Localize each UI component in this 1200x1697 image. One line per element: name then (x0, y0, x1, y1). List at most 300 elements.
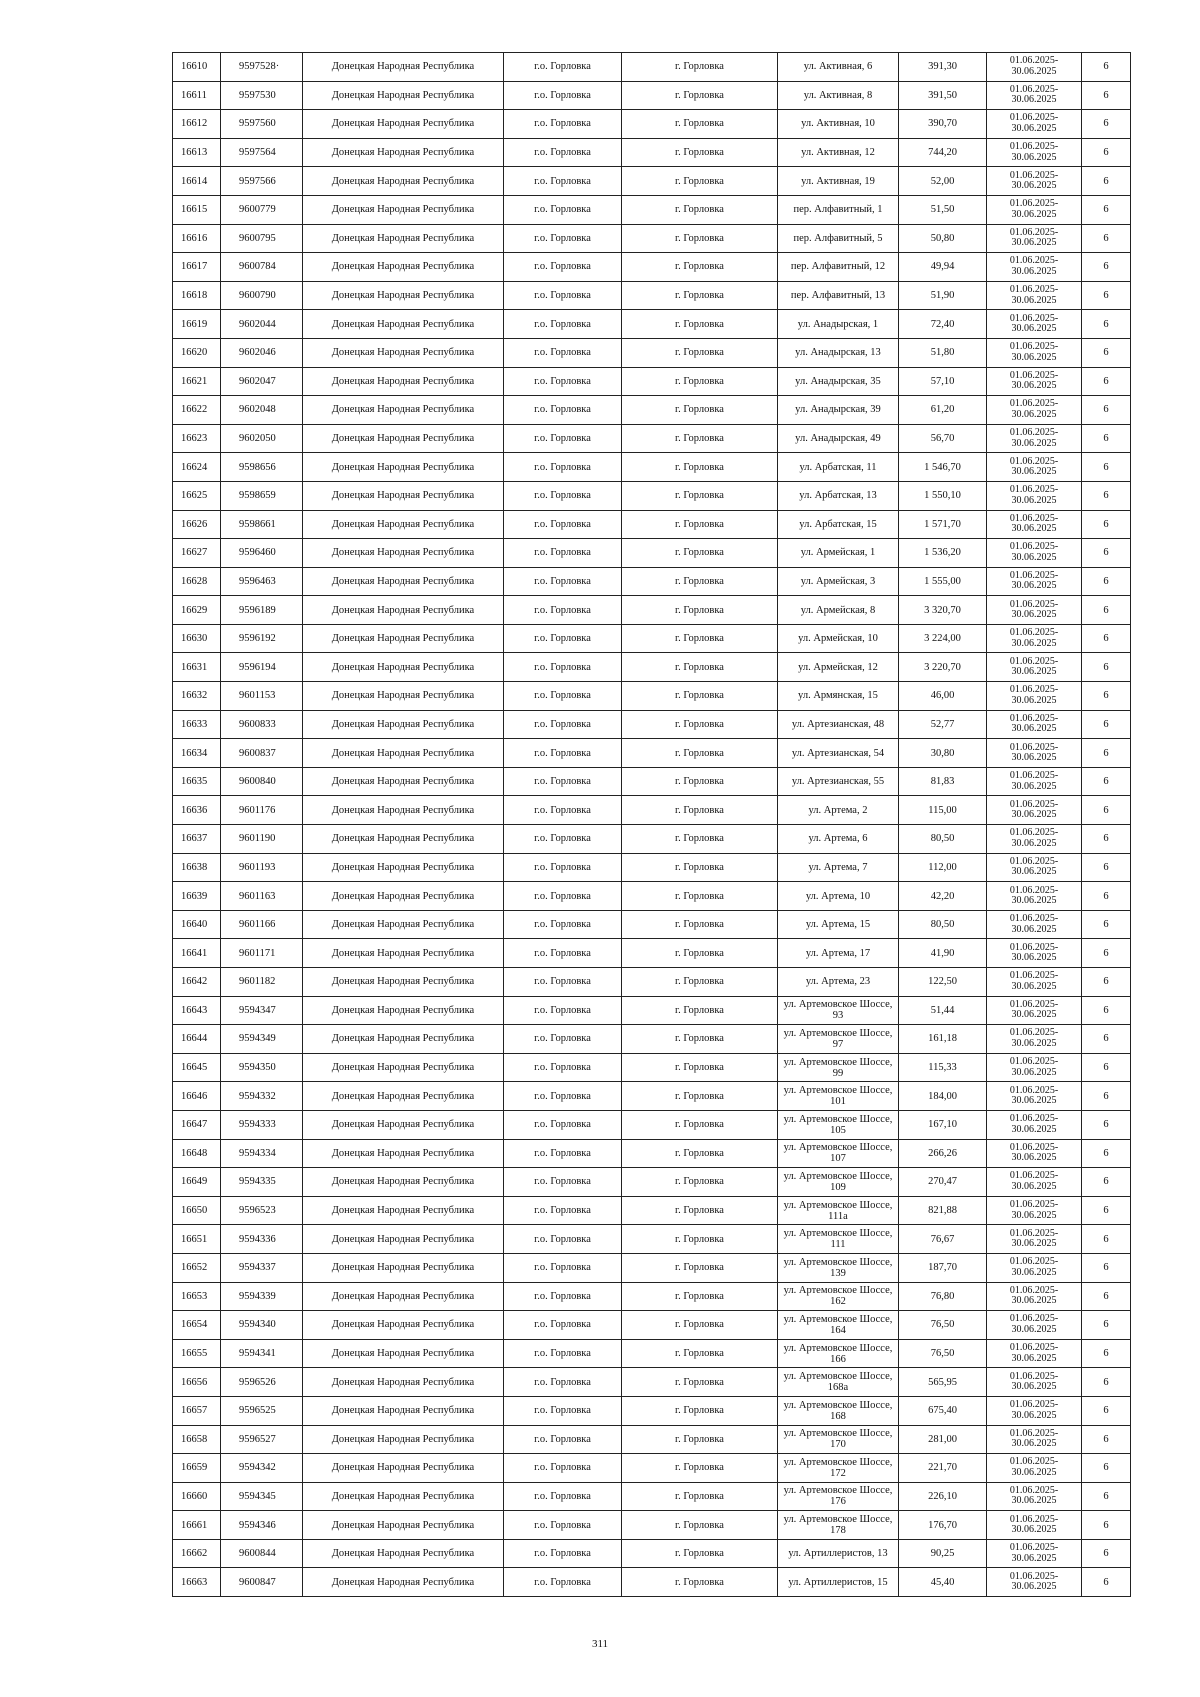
row-number-cell: 16617 (173, 253, 221, 282)
last-column-cell: 6 (1082, 1025, 1131, 1054)
city-cell: г. Горловка (622, 710, 778, 739)
city-cell: г. Горловка (622, 195, 778, 224)
republic-cell: Донецкая Народная Республика (303, 481, 504, 510)
urban-district-cell: г.о. Горловка (504, 1339, 622, 1368)
urban-district-cell: г.о. Горловка (504, 567, 622, 596)
table-row (173, 1082, 1131, 1111)
address-cell: ул. Армейская, 1 (778, 539, 899, 568)
row-number-cell: 16655 (173, 1339, 221, 1368)
city-cell: г. Горловка (622, 1396, 778, 1425)
republic-cell: Донецкая Народная Республика (303, 567, 504, 596)
cadastral-number-cell: 9594333 (221, 1110, 303, 1139)
last-column-cell: 6 (1082, 481, 1131, 510)
urban-district-cell: г.о. Горловка (504, 939, 622, 968)
republic-cell: Донецкая Народная Республика (303, 1339, 504, 1368)
table-row (173, 424, 1131, 453)
table-row (173, 939, 1131, 968)
period-cell: 01.06.2025-30.06.2025 (987, 195, 1082, 224)
republic-cell: Донецкая Народная Республика (303, 1368, 504, 1397)
city-cell: г. Горловка (622, 1168, 778, 1197)
area-cell: 391,30 (899, 53, 987, 82)
table-row (173, 624, 1131, 653)
address-cell: ул. Артема, 23 (778, 968, 899, 997)
table-row (173, 1168, 1131, 1197)
republic-cell: Донецкая Народная Республика (303, 396, 504, 425)
cadastral-number-cell: 9601193 (221, 853, 303, 882)
area-cell: 52,00 (899, 167, 987, 196)
period-cell: 01.06.2025-30.06.2025 (987, 1053, 1082, 1082)
period-cell: 01.06.2025-30.06.2025 (987, 910, 1082, 939)
period-cell: 01.06.2025-30.06.2025 (987, 1139, 1082, 1168)
address-cell: ул. Арбатская, 13 (778, 481, 899, 510)
cadastral-number-cell: 9594341 (221, 1339, 303, 1368)
period-cell: 01.06.2025-30.06.2025 (987, 968, 1082, 997)
republic-cell: Донецкая Народная Республика (303, 1311, 504, 1340)
last-column-cell: 6 (1082, 1225, 1131, 1254)
table-row (173, 396, 1131, 425)
republic-cell: Донецкая Народная Республика (303, 310, 504, 339)
cadastral-number-cell: 9597530 (221, 81, 303, 110)
urban-district-cell: г.о. Горловка (504, 453, 622, 482)
last-column-cell: 6 (1082, 624, 1131, 653)
republic-cell: Донецкая Народная Республика (303, 81, 504, 110)
area-cell: 161,18 (899, 1025, 987, 1054)
table-body (173, 53, 1131, 1597)
area-cell: 3 220,70 (899, 653, 987, 682)
row-number-cell: 16643 (173, 996, 221, 1025)
urban-district-cell: г.о. Горловка (504, 825, 622, 854)
table-row (173, 253, 1131, 282)
last-column-cell: 6 (1082, 310, 1131, 339)
table-row (173, 1454, 1131, 1483)
republic-cell: Донецкая Народная Республика (303, 424, 504, 453)
address-cell: ул. Артемовское Шоссе, 93 (778, 996, 899, 1025)
urban-district-cell: г.о. Горловка (504, 882, 622, 911)
address-cell: ул. Артемовское Шоссе, 170 (778, 1425, 899, 1454)
city-cell: г. Горловка (622, 939, 778, 968)
republic-cell: Донецкая Народная Республика (303, 224, 504, 253)
area-cell: 391,50 (899, 81, 987, 110)
last-column-cell: 6 (1082, 1339, 1131, 1368)
city-cell: г. Горловка (622, 1082, 778, 1111)
last-column-cell: 6 (1082, 1196, 1131, 1225)
city-cell: г. Горловка (622, 167, 778, 196)
table-row (173, 1253, 1131, 1282)
republic-cell: Донецкая Народная Республика (303, 1482, 504, 1511)
last-column-cell: 6 (1082, 167, 1131, 196)
last-column-cell: 6 (1082, 739, 1131, 768)
urban-district-cell: г.о. Горловка (504, 1196, 622, 1225)
period-cell: 01.06.2025-30.06.2025 (987, 882, 1082, 911)
urban-district-cell: г.о. Горловка (504, 110, 622, 139)
last-column-cell: 6 (1082, 653, 1131, 682)
cadastral-number-cell: 9597566 (221, 167, 303, 196)
cadastral-number-cell: 9600790 (221, 281, 303, 310)
republic-cell: Донецкая Народная Республика (303, 1053, 504, 1082)
table-row (173, 596, 1131, 625)
area-cell: 115,00 (899, 796, 987, 825)
urban-district-cell: г.о. Горловка (504, 767, 622, 796)
period-cell: 01.06.2025-30.06.2025 (987, 224, 1082, 253)
address-cell: ул. Анадырская, 39 (778, 396, 899, 425)
address-cell: ул. Артемовское Шоссе, 97 (778, 1025, 899, 1054)
republic-cell: Донецкая Народная Республика (303, 195, 504, 224)
cadastral-number-cell: 9594340 (221, 1311, 303, 1340)
city-cell: г. Горловка (622, 739, 778, 768)
area-cell: 1 546,70 (899, 453, 987, 482)
cadastral-number-cell: 9601166 (221, 910, 303, 939)
period-cell: 01.06.2025-30.06.2025 (987, 1196, 1082, 1225)
city-cell: г. Горловка (622, 653, 778, 682)
address-cell: ул. Артемовское Шоссе, 111 (778, 1225, 899, 1254)
table-row (173, 367, 1131, 396)
city-cell: г. Горловка (622, 1196, 778, 1225)
period-cell: 01.06.2025-30.06.2025 (987, 1282, 1082, 1311)
table-row (173, 539, 1131, 568)
city-cell: г. Горловка (622, 1139, 778, 1168)
last-column-cell: 6 (1082, 1425, 1131, 1454)
city-cell: г. Горловка (622, 1368, 778, 1397)
row-number-cell: 16620 (173, 338, 221, 367)
city-cell: г. Горловка (622, 1225, 778, 1254)
cadastral-number-cell: 9594336 (221, 1225, 303, 1254)
period-cell: 01.06.2025-30.06.2025 (987, 1396, 1082, 1425)
last-column-cell: 6 (1082, 996, 1131, 1025)
row-number-cell: 16610 (173, 53, 221, 82)
page-number: 311 (591, 1638, 609, 1650)
area-cell: 50,80 (899, 224, 987, 253)
period-cell: 01.06.2025-30.06.2025 (987, 1482, 1082, 1511)
address-cell: ул. Анадырская, 49 (778, 424, 899, 453)
address-cell: ул. Артемовское Шоссе, 107 (778, 1139, 899, 1168)
row-number-cell: 16647 (173, 1110, 221, 1139)
republic-cell: Донецкая Народная Республика (303, 1282, 504, 1311)
republic-cell: Донецкая Народная Республика (303, 1396, 504, 1425)
cadastral-number-cell: 9596463 (221, 567, 303, 596)
cadastral-number-cell: 9601190 (221, 825, 303, 854)
table-row (173, 138, 1131, 167)
area-cell: 42,20 (899, 882, 987, 911)
area-cell: 51,44 (899, 996, 987, 1025)
row-number-cell: 16663 (173, 1568, 221, 1597)
table-row (173, 53, 1131, 82)
cadastral-number-cell: 9601153 (221, 682, 303, 711)
republic-cell: Донецкая Народная Республика (303, 853, 504, 882)
row-number-cell: 16616 (173, 224, 221, 253)
last-column-cell: 6 (1082, 396, 1131, 425)
city-cell: г. Горловка (622, 1053, 778, 1082)
urban-district-cell: г.о. Горловка (504, 1053, 622, 1082)
address-cell: ул. Артемовское Шоссе, 101 (778, 1082, 899, 1111)
area-cell: 270,47 (899, 1168, 987, 1197)
row-number-cell: 16642 (173, 968, 221, 997)
row-number-cell: 16614 (173, 167, 221, 196)
last-column-cell: 6 (1082, 1368, 1131, 1397)
last-column-cell: 6 (1082, 1539, 1131, 1568)
period-cell: 01.06.2025-30.06.2025 (987, 281, 1082, 310)
table-row (173, 195, 1131, 224)
row-number-cell: 16626 (173, 510, 221, 539)
city-cell: г. Горловка (622, 1282, 778, 1311)
table-row (173, 653, 1131, 682)
period-cell: 01.06.2025-30.06.2025 (987, 424, 1082, 453)
city-cell: г. Горловка (622, 1110, 778, 1139)
urban-district-cell: г.о. Горловка (504, 481, 622, 510)
city-cell: г. Горловка (622, 825, 778, 854)
address-cell: ул. Артемовское Шоссе, 109 (778, 1168, 899, 1197)
row-number-cell: 16638 (173, 853, 221, 882)
row-number-cell: 16633 (173, 710, 221, 739)
area-cell: 112,00 (899, 853, 987, 882)
cadastral-number-cell: 9594337 (221, 1253, 303, 1282)
address-cell: ул. Артемовское Шоссе, 166 (778, 1339, 899, 1368)
table-row (173, 1482, 1131, 1511)
urban-district-cell: г.о. Горловка (504, 167, 622, 196)
row-number-cell: 16627 (173, 539, 221, 568)
urban-district-cell: г.о. Горловка (504, 682, 622, 711)
urban-district-cell: г.о. Горловка (504, 1082, 622, 1111)
area-cell: 281,00 (899, 1425, 987, 1454)
city-cell: г. Горловка (622, 767, 778, 796)
address-cell: ул. Артема, 15 (778, 910, 899, 939)
city-cell: г. Горловка (622, 682, 778, 711)
last-column-cell: 6 (1082, 710, 1131, 739)
table-row (173, 310, 1131, 339)
table-row (173, 567, 1131, 596)
row-number-cell: 16662 (173, 1539, 221, 1568)
city-cell: г. Горловка (622, 138, 778, 167)
cadastral-number-cell: 9594342 (221, 1454, 303, 1483)
last-column-cell: 6 (1082, 424, 1131, 453)
republic-cell: Донецкая Народная Республика (303, 624, 504, 653)
last-column-cell: 6 (1082, 1139, 1131, 1168)
row-number-cell: 16657 (173, 1396, 221, 1425)
table-row (173, 1110, 1131, 1139)
period-cell: 01.06.2025-30.06.2025 (987, 739, 1082, 768)
republic-cell: Донецкая Народная Республика (303, 1425, 504, 1454)
row-number-cell: 16654 (173, 1311, 221, 1340)
last-column-cell: 6 (1082, 910, 1131, 939)
last-column-cell: 6 (1082, 138, 1131, 167)
city-cell: г. Горловка (622, 367, 778, 396)
period-cell: 01.06.2025-30.06.2025 (987, 167, 1082, 196)
urban-district-cell: г.о. Горловка (504, 510, 622, 539)
address-cell: ул. Активная, 12 (778, 138, 899, 167)
city-cell: г. Горловка (622, 110, 778, 139)
cadastral-number-cell: 9600847 (221, 1568, 303, 1597)
last-column-cell: 6 (1082, 939, 1131, 968)
cadastral-number-cell: 9596527 (221, 1425, 303, 1454)
table-row (173, 1339, 1131, 1368)
row-number-cell: 16646 (173, 1082, 221, 1111)
period-cell: 01.06.2025-30.06.2025 (987, 510, 1082, 539)
cadastral-number-cell: 9600779 (221, 195, 303, 224)
table-row (173, 1511, 1131, 1540)
period-cell: 01.06.2025-30.06.2025 (987, 253, 1082, 282)
table-row (173, 825, 1131, 854)
row-number-cell: 16612 (173, 110, 221, 139)
period-cell: 01.06.2025-30.06.2025 (987, 1368, 1082, 1397)
table-row (173, 1225, 1131, 1254)
table-row (173, 853, 1131, 882)
area-cell: 1 571,70 (899, 510, 987, 539)
urban-district-cell: г.о. Горловка (504, 1253, 622, 1282)
period-cell: 01.06.2025-30.06.2025 (987, 481, 1082, 510)
last-column-cell: 6 (1082, 195, 1131, 224)
city-cell: г. Горловка (622, 1311, 778, 1340)
address-cell: ул. Артемовское Шоссе, 111а (778, 1196, 899, 1225)
city-cell: г. Горловка (622, 281, 778, 310)
last-column-cell: 6 (1082, 567, 1131, 596)
urban-district-cell: г.о. Горловка (504, 653, 622, 682)
period-cell: 01.06.2025-30.06.2025 (987, 1110, 1082, 1139)
republic-cell: Донецкая Народная Республика (303, 767, 504, 796)
period-cell: 01.06.2025-30.06.2025 (987, 1339, 1082, 1368)
area-cell: 76,50 (899, 1311, 987, 1340)
area-cell: 176,70 (899, 1511, 987, 1540)
city-cell: г. Горловка (622, 882, 778, 911)
republic-cell: Донецкая Народная Республика (303, 510, 504, 539)
row-number-cell: 16634 (173, 739, 221, 768)
republic-cell: Донецкая Народная Республика (303, 1225, 504, 1254)
period-cell: 01.06.2025-30.06.2025 (987, 1168, 1082, 1197)
last-column-cell: 6 (1082, 853, 1131, 882)
last-column-cell: 6 (1082, 1282, 1131, 1311)
area-cell: 72,40 (899, 310, 987, 339)
period-cell: 01.06.2025-30.06.2025 (987, 1253, 1082, 1282)
area-cell: 167,10 (899, 1110, 987, 1139)
address-cell: ул. Артема, 2 (778, 796, 899, 825)
urban-district-cell: г.о. Горловка (504, 81, 622, 110)
period-cell: 01.06.2025-30.06.2025 (987, 396, 1082, 425)
city-cell: г. Горловка (622, 567, 778, 596)
area-cell: 49,94 (899, 253, 987, 282)
cadastral-number-cell: 9594347 (221, 996, 303, 1025)
cadastral-number-cell: 9596189 (221, 596, 303, 625)
republic-cell: Донецкая Народная Республика (303, 167, 504, 196)
last-column-cell: 6 (1082, 767, 1131, 796)
urban-district-cell: г.о. Горловка (504, 424, 622, 453)
city-cell: г. Горловка (622, 253, 778, 282)
last-column-cell: 6 (1082, 338, 1131, 367)
cadastral-number-cell: 9597564 (221, 138, 303, 167)
urban-district-cell: г.о. Горловка (504, 853, 622, 882)
last-column-cell: 6 (1082, 53, 1131, 82)
city-cell: г. Горловка (622, 1425, 778, 1454)
urban-district-cell: г.о. Горловка (504, 1168, 622, 1197)
area-cell: 52,77 (899, 710, 987, 739)
period-cell: 01.06.2025-30.06.2025 (987, 796, 1082, 825)
period-cell: 01.06.2025-30.06.2025 (987, 338, 1082, 367)
cadastral-number-cell: 9594339 (221, 1282, 303, 1311)
row-number-cell: 16661 (173, 1511, 221, 1540)
area-cell: 115,33 (899, 1053, 987, 1082)
republic-cell: Донецкая Народная Республика (303, 453, 504, 482)
city-cell: г. Горловка (622, 1253, 778, 1282)
republic-cell: Донецкая Народная Республика (303, 682, 504, 711)
address-cell: ул. Артемовское Шоссе, 99 (778, 1053, 899, 1082)
period-cell: 01.06.2025-30.06.2025 (987, 53, 1082, 82)
area-cell: 187,70 (899, 1253, 987, 1282)
table-row (173, 1282, 1131, 1311)
address-cell: ул. Артемовское Шоссе, 139 (778, 1253, 899, 1282)
area-cell: 46,00 (899, 682, 987, 711)
urban-district-cell: г.о. Горловка (504, 338, 622, 367)
area-cell: 81,83 (899, 767, 987, 796)
city-cell: г. Горловка (622, 1511, 778, 1540)
urban-district-cell: г.о. Горловка (504, 1482, 622, 1511)
urban-district-cell: г.о. Горловка (504, 1110, 622, 1139)
cadastral-number-cell: 9596525 (221, 1396, 303, 1425)
city-cell: г. Горловка (622, 453, 778, 482)
row-number-cell: 16659 (173, 1454, 221, 1483)
area-cell: 41,90 (899, 939, 987, 968)
period-cell: 01.06.2025-30.06.2025 (987, 1511, 1082, 1540)
row-number-cell: 16624 (173, 453, 221, 482)
cadastral-number-cell: 9594350 (221, 1053, 303, 1082)
last-column-cell: 6 (1082, 1253, 1131, 1282)
last-column-cell: 6 (1082, 81, 1131, 110)
city-cell: г. Горловка (622, 796, 778, 825)
address-cell: ул. Артезианская, 54 (778, 739, 899, 768)
last-column-cell: 6 (1082, 253, 1131, 282)
area-cell: 1 550,10 (899, 481, 987, 510)
address-cell: ул. Артемовское Шоссе, 105 (778, 1110, 899, 1139)
row-number-cell: 16618 (173, 281, 221, 310)
address-cell: ул. Артиллеристов, 13 (778, 1539, 899, 1568)
cadastral-number-cell: 9596460 (221, 539, 303, 568)
period-cell: 01.06.2025-30.06.2025 (987, 996, 1082, 1025)
address-cell: ул. Артемовское Шоссе, 168а (778, 1368, 899, 1397)
table-row (173, 710, 1131, 739)
cadastral-number-cell: 9600837 (221, 739, 303, 768)
city-cell: г. Горловка (622, 910, 778, 939)
urban-district-cell: г.о. Горловка (504, 1368, 622, 1397)
republic-cell: Донецкая Народная Республика (303, 253, 504, 282)
address-cell: ул. Артемовское Шоссе, 172 (778, 1454, 899, 1483)
city-cell: г. Горловка (622, 310, 778, 339)
address-cell: ул. Артемовское Шоссе, 162 (778, 1282, 899, 1311)
urban-district-cell: г.о. Горловка (504, 910, 622, 939)
table-row (173, 281, 1131, 310)
area-cell: 221,70 (899, 1454, 987, 1483)
last-column-cell: 6 (1082, 596, 1131, 625)
last-column-cell: 6 (1082, 796, 1131, 825)
urban-district-cell: г.о. Горловка (504, 53, 622, 82)
address-cell: ул. Активная, 6 (778, 53, 899, 82)
table-row (173, 882, 1131, 911)
table-row (173, 510, 1131, 539)
last-column-cell: 6 (1082, 510, 1131, 539)
city-cell: г. Горловка (622, 53, 778, 82)
address-cell: пер. Алфавитный, 1 (778, 195, 899, 224)
row-number-cell: 16615 (173, 195, 221, 224)
urban-district-cell: г.о. Горловка (504, 710, 622, 739)
last-column-cell: 6 (1082, 110, 1131, 139)
period-cell: 01.06.2025-30.06.2025 (987, 1311, 1082, 1340)
row-number-cell: 16635 (173, 767, 221, 796)
republic-cell: Донецкая Народная Республика (303, 1168, 504, 1197)
row-number-cell: 16623 (173, 424, 221, 453)
cadastral-number-cell: 9594346 (221, 1511, 303, 1540)
city-cell: г. Горловка (622, 1568, 778, 1597)
area-cell: 51,80 (899, 338, 987, 367)
address-cell: пер. Алфавитный, 5 (778, 224, 899, 253)
area-cell: 3 320,70 (899, 596, 987, 625)
area-cell: 122,50 (899, 968, 987, 997)
table-row (173, 110, 1131, 139)
area-cell: 56,70 (899, 424, 987, 453)
